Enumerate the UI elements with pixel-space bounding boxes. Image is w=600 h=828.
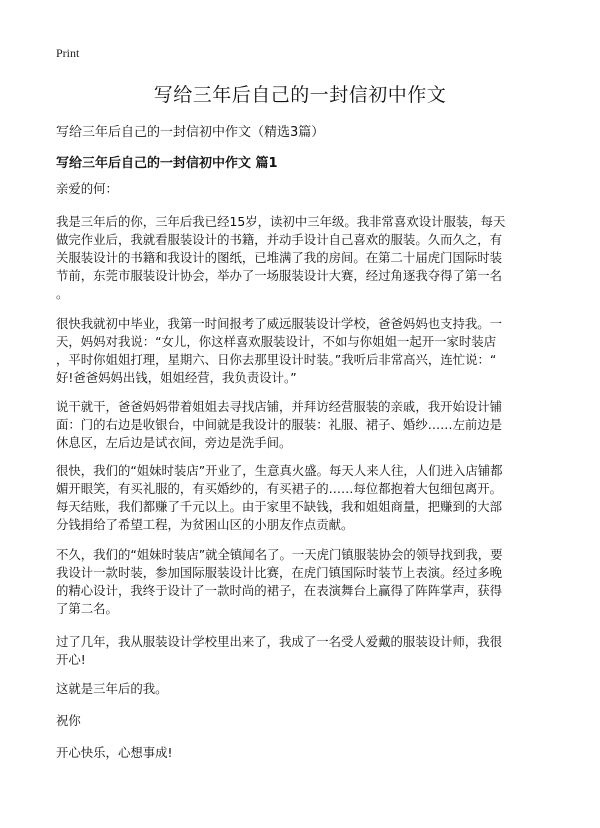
paragraph-4: [56, 462, 548, 534]
paragraph-line: 了第二名。: [56, 601, 118, 616]
paragraph-line: 说干就干，爸爸妈妈带着姐姐去寻找店铺，并拜访经营服装的亲戚，我开始设计铺: [56, 399, 503, 414]
section-heading: 写给三年后自己的一封信初中作文 篇1: [56, 156, 278, 171]
paragraph-line: 面：门的右边是收银台，中间就是我设计的服装：礼服、裙子、婚纱……左前边是: [56, 417, 503, 432]
paragraph-7: [56, 680, 548, 698]
paragraph-line: 很快，我们的“姐妹时装店”开业了，生意真火盛。每天人来人往，人们进入店铺都: [56, 463, 503, 478]
paragraph-line: 关服装设计的书籍和我设计的图纸，已堆满了我的房间。在第二十届虎门国际时装: [56, 250, 503, 265]
paragraph-line: 好!爸爸妈妈出钱，姐姐经营，我负责设计。”: [56, 370, 297, 385]
paragraph-line: ，平时你姐姐打理，星期六、日你去那里设计时装。”我听后非常高兴，连忙说：“: [56, 352, 497, 367]
page-title: 写给三年后自己的一封信初中作文: [153, 84, 447, 106]
paragraph-line: 这就是三年后的我。: [56, 681, 168, 696]
paragraph-line: 。: [56, 286, 69, 301]
paragraph-line: 开心快乐，心想事成!: [56, 745, 173, 760]
paragraph-line: 节前，东莞市服装设计协会，举办了一场服装设计大赛，经过角逐我夺得了第一名: [56, 268, 503, 283]
document-subtitle: 写给三年后自己的一封信初中作文（精选3篇）: [56, 125, 325, 140]
paragraph-1: [56, 213, 548, 303]
paragraph-line: 天，妈妈对我说：“女儿，你这样喜欢服装设计，不如与你姐姐一起开一家时装店: [56, 334, 497, 349]
letter-wish: [56, 744, 548, 762]
paragraph-3: [56, 398, 548, 452]
paragraph-line: 不久，我们的“姐妹时装店”就全镇闻名了。一天虎门镇服装协会的领导找到我，要: [56, 547, 503, 562]
paragraph-line: 分钱捐给了希望工程，为贫困山区的小朋友作点贡献。: [56, 517, 354, 532]
paragraph-line: 很快我就初中毕业，我第一时间报考了威远服装设计学校，爸爸妈妈也支持我。一: [56, 316, 503, 331]
paragraph-line: 开心!: [56, 652, 86, 667]
paragraph-6: [56, 633, 548, 669]
paragraph-line: 的精心设计，我终于设计了一款时尚的裙子，在表演舞台上赢得了阵阵掌声，获得: [56, 583, 503, 598]
print-label: Print: [56, 46, 80, 60]
letter-greeting: 亲爱的何：: [56, 181, 118, 196]
paragraph-2: [56, 315, 548, 387]
paragraph-line: 我设计一款时装，参加国际服装设计比赛，在虎门镇国际时装节上表演。经过多晚: [56, 565, 503, 580]
paragraph-line: 做完作业后，我就看服装设计的书籍，并动手设计自己喜欢的服装。久而久之，有: [56, 232, 503, 247]
paragraph-5: [56, 546, 548, 618]
paragraph-line: 每天结账，我们都赚了千元以上。由于家里不缺钱，我和姐姐商量，把赚到的大部: [56, 499, 503, 514]
paragraph-line: 我是三年后的你，三年后我已经15岁，读初中三年级。我非常喜欢设计服装，每天: [56, 214, 506, 229]
paragraph-line: 休息区，左后边是试衣间，旁边是洗手间。: [56, 435, 292, 450]
paragraph-line: 祝你: [56, 713, 81, 728]
paragraph-line: 过了几年，我从服装设计学校里出来了，我成了一名受人爱戴的服装设计师，我很: [56, 634, 503, 649]
paragraph-line: 媚开眼笑，有买礼服的，有买婚纱的，有买裙子的……每位都抱着大包细包离开。: [56, 481, 503, 496]
letter-closing: [56, 712, 548, 730]
